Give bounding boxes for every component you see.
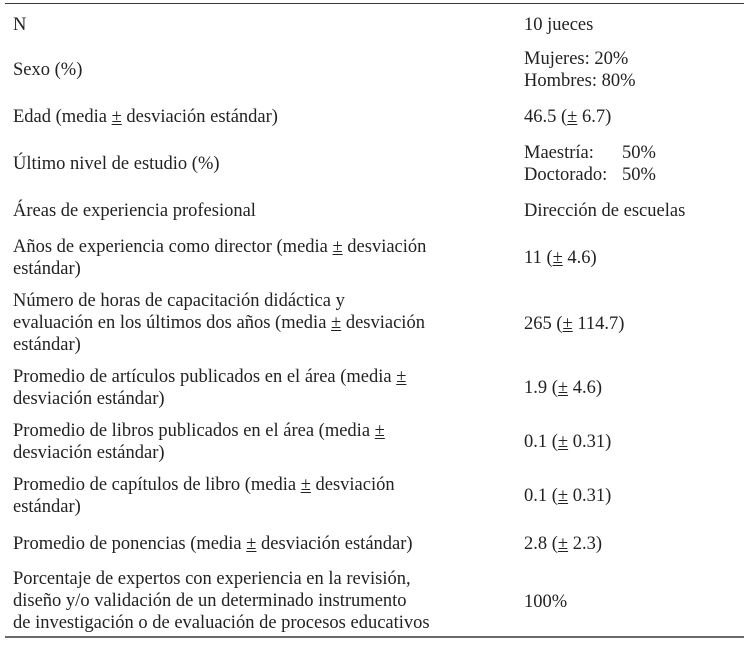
label-text: desviación estándar) <box>256 534 413 554</box>
row-label: N <box>13 15 27 35</box>
plus-minus-symbol: ± <box>331 313 342 333</box>
value-text: 11 ( <box>524 248 553 268</box>
plus-minus-symbol: ± <box>557 432 569 452</box>
label-text: Años de experiencia como director (media <box>13 237 333 257</box>
value-line <box>524 164 749 186</box>
row-value <box>524 48 749 92</box>
value-line: Hombres: 80% <box>524 71 636 91</box>
label-text: Número de horas de capacitación didáctica y <box>13 291 345 311</box>
plus-minus-symbol: ± <box>111 107 122 127</box>
label-text: desviación estándar) <box>121 107 278 127</box>
row-value <box>524 485 749 507</box>
label-text: de investigación o de evaluación de procesos educativos <box>13 613 430 633</box>
value-text: 0.31) <box>568 486 612 506</box>
value-line: Mujeres: 20% <box>524 49 629 69</box>
row-value <box>524 431 749 453</box>
label-text: Promedio de artículos publicados en el área (media <box>13 367 397 387</box>
value-text: 0.1 ( <box>524 486 558 506</box>
row-value: 100% <box>524 592 568 612</box>
row-label <box>13 366 513 410</box>
label-text: estándar) <box>13 497 81 517</box>
plus-minus-symbol: ± <box>246 534 257 554</box>
plus-minus-symbol: ± <box>300 475 311 495</box>
row-value <box>524 106 749 128</box>
label-text: estándar) <box>13 335 81 355</box>
label-text: desviación <box>310 475 395 495</box>
label-text: evaluación en los últimos dos años (media <box>13 313 332 333</box>
row-label: Sexo (%) <box>13 60 83 80</box>
label-text: Promedio de libros publicados en el área (media <box>13 421 375 441</box>
label-text: desviación <box>342 237 427 257</box>
row-value: Dirección de escuelas <box>524 201 686 221</box>
row-label <box>13 533 513 555</box>
plus-minus-symbol: ± <box>332 237 343 257</box>
value-text: 4.6) <box>568 378 602 398</box>
value-text: 1.9 ( <box>524 378 558 398</box>
row-value <box>524 377 749 399</box>
value-text: 0.31) <box>568 432 612 452</box>
plus-minus-symbol: ± <box>562 314 573 334</box>
row-value <box>524 533 749 555</box>
row-label <box>13 420 513 464</box>
row-label <box>13 474 513 518</box>
label-text: desviación estándar) <box>13 389 165 409</box>
row-label <box>13 236 513 280</box>
value-line <box>524 142 749 164</box>
table-bottom-rule <box>5 636 744 638</box>
row-label <box>13 106 513 128</box>
row-label <box>13 568 513 634</box>
label-text: desviación <box>341 313 425 333</box>
value-text: 4.6) <box>562 248 597 268</box>
row-label <box>13 290 513 356</box>
value-text: 114.7) <box>572 314 625 334</box>
label-text: Edad (media <box>13 107 112 127</box>
table-top-rule <box>5 3 744 4</box>
plus-minus-symbol: ± <box>552 248 563 268</box>
label-text: Porcentaje de expertos con experiencia en la revisión, <box>13 569 411 589</box>
label-text: Promedio de capítulos de libro (media <box>13 475 301 495</box>
row-value: 10 jueces <box>524 15 594 35</box>
plus-minus-symbol: ± <box>567 107 578 127</box>
plus-minus-symbol: ± <box>374 421 385 441</box>
value-number: 50% <box>622 143 656 163</box>
value-number: 50% <box>622 165 656 185</box>
label-text: estándar) <box>13 259 81 279</box>
value-text: 2.8 ( <box>524 534 558 554</box>
label-text: diseño y/o validación de un determinado instrumento <box>13 591 407 611</box>
row-value <box>524 247 749 269</box>
value-key: Doctorado: <box>524 165 608 185</box>
row-value <box>524 313 749 335</box>
value-key: Maestría: <box>524 143 594 163</box>
value-text: 2.3) <box>568 534 602 554</box>
label-text: Promedio de ponencias (media <box>13 534 247 554</box>
value-text: 6.7) <box>577 107 612 127</box>
row-label: Último nivel de estudio (%) <box>13 154 220 174</box>
plus-minus-symbol: ± <box>396 367 407 387</box>
plus-minus-symbol: ± <box>557 534 569 554</box>
row-value <box>524 142 749 186</box>
value-text: 46.5 ( <box>524 107 568 127</box>
value-text: 265 ( <box>524 314 563 334</box>
label-text: desviación estándar) <box>13 443 165 463</box>
row-label: Áreas de experiencia profesional <box>13 201 256 221</box>
plus-minus-symbol: ± <box>557 486 569 506</box>
plus-minus-symbol: ± <box>557 378 569 398</box>
value-text: 0.1 ( <box>524 432 558 452</box>
